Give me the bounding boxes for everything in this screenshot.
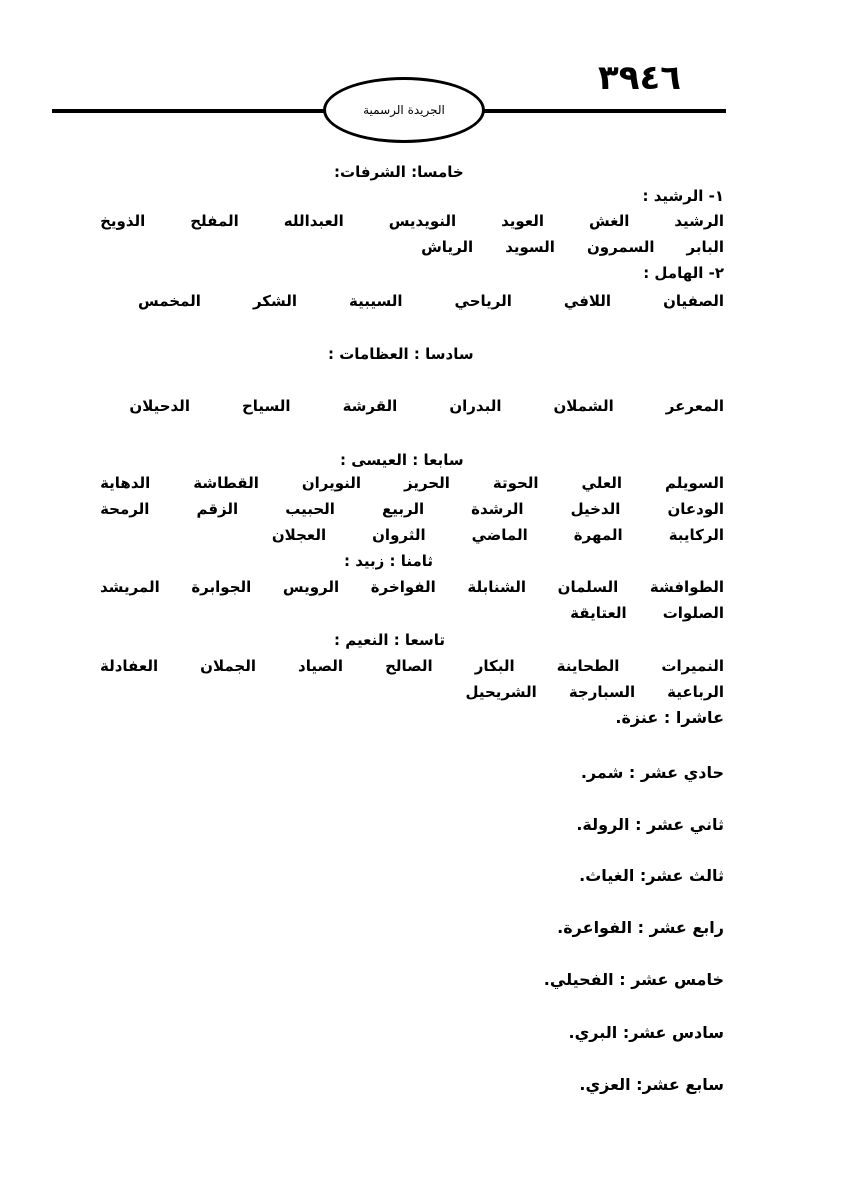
family-name: الشنابلة xyxy=(467,578,527,596)
family-name: العتايقة xyxy=(570,604,627,622)
page-number: ٣٩٤٦ xyxy=(598,58,682,98)
family-name: الغش xyxy=(588,212,630,230)
family-name: الدخيل xyxy=(570,500,621,518)
section-8-row2 xyxy=(100,603,724,623)
family-name: الرياش xyxy=(421,238,474,256)
family-name: الرشيد xyxy=(674,212,724,230)
family-name: الشكر xyxy=(252,292,298,310)
family-name: الثروان xyxy=(372,526,426,544)
family-name: الصالح xyxy=(385,657,433,675)
section-8-heading: ثامنا : زبيد : xyxy=(344,552,434,570)
family-name: المهرة xyxy=(573,526,623,544)
family-name: الرويس xyxy=(282,578,340,596)
section-8-row1 xyxy=(100,577,724,597)
header-rule-left xyxy=(52,109,326,113)
family-name: الجوابرة xyxy=(191,578,252,596)
family-name: البدران xyxy=(449,397,502,415)
section-15: خامس عشر : الفحيلي. xyxy=(543,970,724,989)
section-5-heading: خامسا: الشرفات: xyxy=(334,163,464,181)
family-name: الحوتة xyxy=(492,474,539,492)
section-9-row2 xyxy=(100,682,724,702)
section-13: ثالث عشر: الغياث. xyxy=(579,866,724,885)
family-name: الربيع xyxy=(381,500,425,518)
family-name: الدهاية xyxy=(100,474,151,492)
header-rule-right xyxy=(482,109,726,113)
family-name: الدحيلان xyxy=(129,397,190,415)
family-name: الودعان xyxy=(667,500,724,518)
family-name: النويران xyxy=(301,474,362,492)
family-name: الرمحة xyxy=(100,500,150,518)
family-name: العفادلة xyxy=(100,657,159,675)
family-name: الفواخرة xyxy=(370,578,436,596)
section-11: حادي عشر : شمر. xyxy=(580,763,724,782)
family-name: السويد xyxy=(505,238,555,256)
section-5-sub1-label: ١- الرشيد : xyxy=(642,187,724,205)
section-17: سابع عشر: العزي. xyxy=(579,1075,724,1094)
section-6-row1 xyxy=(129,396,724,416)
family-name: العبدالله xyxy=(283,212,344,230)
section-14: رابع عشر : الفواعرة. xyxy=(557,918,724,937)
family-name: الشملان xyxy=(553,397,614,415)
section-16: سادس عشر: البري. xyxy=(568,1023,724,1042)
family-name: الصلوات xyxy=(662,604,724,622)
family-name: الحبيب xyxy=(285,500,335,518)
family-name: الحريز xyxy=(404,474,450,492)
family-name: النميرات xyxy=(661,657,724,675)
section-10: عاشرا : عنزة. xyxy=(615,708,724,727)
section-5-sub1-row2 xyxy=(100,237,724,257)
family-name: الركايبة xyxy=(668,526,724,544)
family-name: العويد xyxy=(501,212,545,230)
section-6-heading: سادسا : العظامات : xyxy=(328,345,474,363)
family-name: السيبية xyxy=(349,292,403,310)
family-name: النويديس xyxy=(388,212,457,230)
family-name: البكار xyxy=(474,657,515,675)
family-name: الذويخ xyxy=(100,212,146,230)
family-name: الشريحيل xyxy=(465,683,537,701)
family-name: السلمان xyxy=(557,578,619,596)
section-9-heading: تاسعا : النعيم : xyxy=(334,631,446,649)
family-name: الصياد xyxy=(298,657,344,675)
family-name: السبارجة xyxy=(568,683,636,701)
family-name: الطوافشة xyxy=(649,578,724,596)
family-name: الرياحي xyxy=(454,292,512,310)
family-name: الماضي xyxy=(471,526,528,544)
family-name: اللافي xyxy=(563,292,612,310)
family-name: الرشدة xyxy=(471,500,524,518)
family-name: الطحاينة xyxy=(556,657,620,675)
section-7-row1 xyxy=(100,473,724,493)
family-name: السياح xyxy=(241,397,291,415)
family-name: المريشد xyxy=(100,578,160,596)
family-name: المعرعر xyxy=(665,397,724,415)
family-name: السويلم xyxy=(665,474,724,492)
family-name: العجلان xyxy=(271,526,327,544)
section-5-sub2-row1 xyxy=(138,291,724,311)
family-name: العلي xyxy=(581,474,623,492)
section-7-row3 xyxy=(100,525,724,545)
section-7-heading: سابعا : العيسى : xyxy=(340,451,464,469)
section-5-sub2-label: ٢- الهامل : xyxy=(643,264,724,282)
family-name: القطاشة xyxy=(193,474,259,492)
section-7-row2 xyxy=(100,499,724,519)
section-9-row1 xyxy=(100,656,724,676)
gazette-title-oval xyxy=(323,77,485,143)
family-name: الصفيان xyxy=(663,292,724,310)
family-name: الجملان xyxy=(200,657,256,675)
family-name: السمرون xyxy=(586,238,655,256)
section-5-sub1-row1 xyxy=(100,211,724,231)
family-name: المفلح xyxy=(190,212,239,230)
family-name: البابر xyxy=(686,238,724,256)
family-name: القرشة xyxy=(342,397,398,415)
family-name: الرباعية xyxy=(667,683,724,701)
section-12: ثاني عشر : الرولة. xyxy=(576,815,724,834)
family-name: الزقم xyxy=(196,500,239,518)
family-name: المخمس xyxy=(138,292,201,310)
gazette-title: الجريدة الرسمية xyxy=(363,103,445,117)
